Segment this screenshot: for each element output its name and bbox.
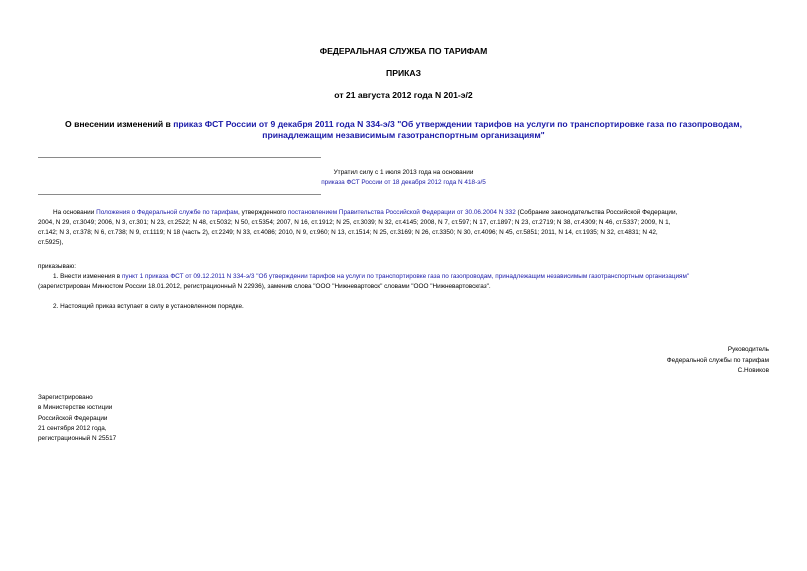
status-note bbox=[240, 168, 567, 187]
item-2 bbox=[38, 302, 768, 312]
item-1-text: 1. Внести изменения в bbox=[53, 273, 122, 280]
preamble-link-regulation[interactable]: Положения о Федеральной службе по тарифам bbox=[96, 209, 239, 216]
preamble-line-3: ст.142; N 3, ст.378; N 6, ст.738; N 9, ст.1119; N 18 (часть 2), ст.2249; N 33, ст.4086; 2010, N 9, ст.960; N 13, ст.1514; N 25, ст.3169; N 26, ст.3350; N 30, ст.4096; N 45, ст.5851; 2011, N 14, ст.1935; N 32, ст.4831; N 42, bbox=[38, 229, 658, 236]
status-note-link[interactable]: приказа ФСТ России от 18 декабря 2012 года N 418-э/5 bbox=[321, 178, 486, 186]
divider-top bbox=[38, 157, 321, 158]
preamble-text-1: На основании bbox=[53, 209, 97, 216]
status-note-text: Утратил силу с 1 июля 2013 года на основании bbox=[333, 169, 474, 176]
preamble-line-2: 2004, N 29, ст.3049; 2006, N 3, ст.301; N 23, ст.2522; N 48, ст.5032; N 50, ст.5354; 2007, N 16, ст.1912; N 25, ст.3039; N 32, ст.4145; 2008, N 7, ст.597; N 17, ст.1897; N 23, ст.2719; N 38, ст.4309; N 46, ст.5337; 2009, N 1, bbox=[38, 219, 671, 226]
title-prefix: О внесении изменений в bbox=[65, 119, 174, 129]
signature-name: С.Новиков bbox=[737, 367, 769, 374]
item-1-link[interactable]: пункт 1 приказа ФСТ от 09.12.2011 N 334-э/3 "Об утверждении тарифов на услуги по транспортировке газа по газопроводам, принадлежащим независимым газотранспортным организациям" bbox=[121, 273, 690, 280]
preamble-text-2: , утвержденного bbox=[238, 209, 288, 216]
order-word: приказываю: bbox=[38, 263, 76, 270]
registration-line-4: 21 сентября 2012 года, bbox=[38, 424, 107, 432]
item-1-line-2: (зарегистрирован Минюстом России 18.01.2012, регистрационный N 22936), заменив слова "ООО "Нижневартовск" словами "ООО "Нижневартовскгаз". bbox=[38, 283, 491, 290]
preamble-link-decree[interactable]: постановлением Правительства Российской Федерации от 30.06.2004 N 332 bbox=[287, 209, 516, 216]
registration-line-3: Российской Федерации bbox=[38, 414, 108, 422]
registration-line-2: в Министерстве юстиции bbox=[38, 404, 113, 412]
title-link-amended-order-cont[interactable]: принадлежащим независимым газотранспортным организациям" bbox=[262, 130, 545, 140]
doc-date-number: от 21 августа 2012 года N 201-э/2 bbox=[334, 90, 473, 100]
item-2-text: 2. Настоящий приказ вступает в силу в установленном порядке. bbox=[53, 303, 244, 310]
signature-block bbox=[469, 345, 769, 377]
preamble-text-3: (Собрание законодательства Российской Федерации, bbox=[515, 209, 678, 216]
registration-line-1: Зарегистрировано bbox=[38, 394, 93, 401]
item-1 bbox=[38, 272, 768, 292]
agency-heading: ФЕДЕРАЛЬНАЯ СЛУЖБА ПО ТАРИФАМ bbox=[319, 46, 488, 56]
doc-type-heading: ПРИКАЗ bbox=[386, 68, 421, 78]
preamble-line-4: ст.5925), bbox=[38, 239, 64, 246]
signature-position: Руководитель bbox=[727, 346, 769, 353]
signature-agency: Федеральной службы по тарифам bbox=[666, 356, 769, 364]
preamble-paragraph bbox=[38, 208, 768, 248]
divider-bottom bbox=[38, 194, 321, 195]
document-title bbox=[40, 119, 767, 141]
title-link-amended-order[interactable]: приказ ФСТ России от 9 декабря 2011 года N 334-э/3 "Об утверждении тарифов на услуги по транспортировке газа по газопроводам, bbox=[173, 119, 742, 129]
registration-block bbox=[38, 393, 288, 444]
registration-line-5: регистрационный N 25517 bbox=[38, 435, 117, 443]
